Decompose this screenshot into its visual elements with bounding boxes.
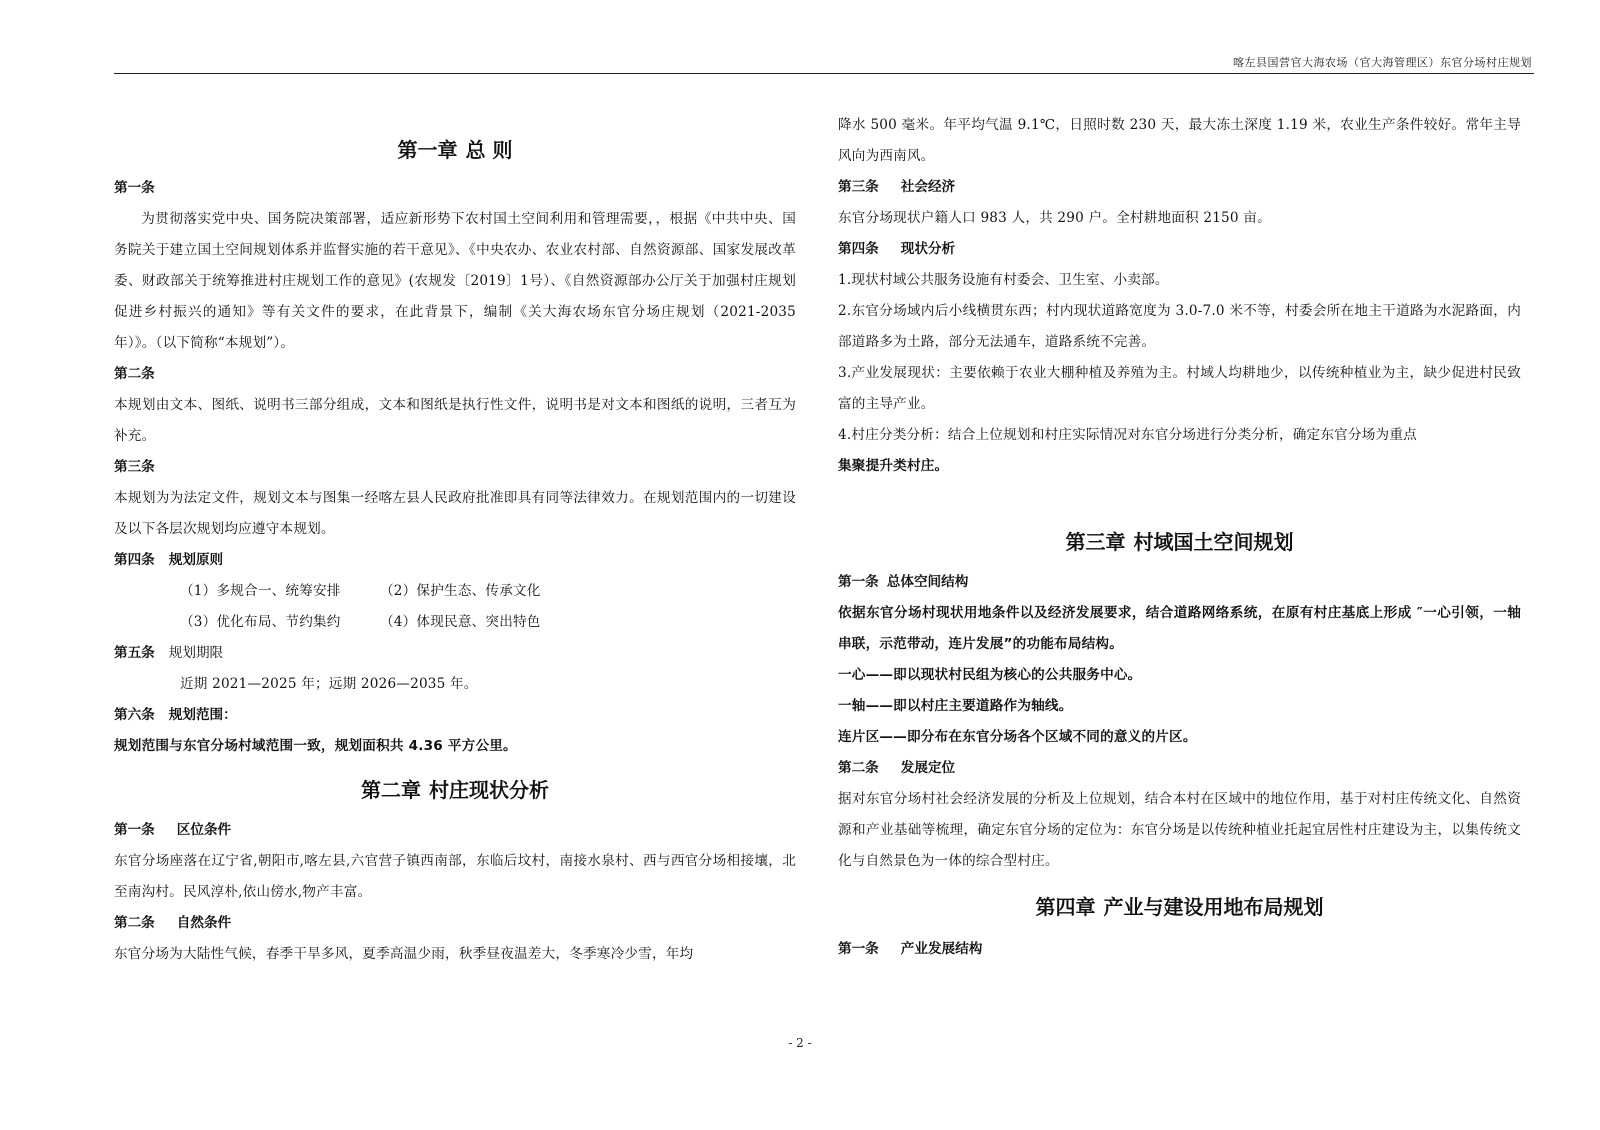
article-title: 规划期限 xyxy=(168,645,224,661)
article-title: 产业发展结构 xyxy=(900,941,983,957)
article-label: 第三条 xyxy=(838,179,879,195)
article-4-heading xyxy=(114,545,796,576)
chapter-number: 第一章 xyxy=(397,138,458,162)
article-label: 第四条 xyxy=(838,241,879,257)
chapter-name: 产业与建设用地布局规划 xyxy=(1103,895,1324,919)
chapter-name: 村域国土空间规划 xyxy=(1133,530,1294,554)
principles-row-2 xyxy=(114,607,796,638)
chapter-1-title xyxy=(114,134,796,163)
article-title: 规划范围： xyxy=(168,707,237,723)
article-3-text: 本规划为为法定文件，规划文本与图集一经喀左县人民政府批准即具有同等法律效力。在规划范围内的一切建设及以下各层次规划均应遵守本规划。 xyxy=(114,490,796,537)
principle-item: （1）多规合一、统筹安排 xyxy=(180,583,341,599)
article-label: 第一条 xyxy=(114,822,155,838)
ch2-article-1-heading xyxy=(114,815,796,846)
ch2-article-2-text: 东官分场为大陆性气候，春季干旱多风，夏季高温少雨，秋季昼夜温差大，冬季寒冷少雪，年均 xyxy=(114,946,694,962)
article-5-heading xyxy=(114,638,796,669)
ch2-article-4-heading xyxy=(838,234,1521,265)
page-number: - 2 - xyxy=(788,1036,812,1050)
article-title: 自然条件 xyxy=(176,915,232,931)
ch2-article-3-text: 东官分场现状户籍人口 983 人，共 290 户。全村耕地面积 2150 亩。 xyxy=(838,210,1271,226)
article-label: 第二条 xyxy=(114,366,155,382)
article-label: 第一条 xyxy=(838,574,879,590)
article-5-text: 近期 2021—2025 年；远期 2026—2035 年。 xyxy=(180,676,478,692)
article-title: 总体空间结构 xyxy=(886,574,969,590)
chapter-4-title xyxy=(838,891,1521,920)
ch3-article-2-heading xyxy=(838,753,1521,784)
article-title: 规划原则 xyxy=(168,552,224,568)
status-item-4-bold: 集聚提升类村庄。 xyxy=(838,458,949,474)
article-2-text: 本规划由文本、图纸、说明书三部分组成，文本和图纸是执行性文件，说明书是对文本和图纸的说明，三者互为补充。 xyxy=(114,397,796,444)
article-1-heading xyxy=(114,173,796,204)
status-item-3: 3.产业发展现状：主要依赖于农业大棚种植及养殖为主。村域人均耕地少，以传统种植业为主，缺少促进村民致富的主导产业。 xyxy=(838,365,1521,412)
ch2-article-3-heading xyxy=(838,172,1521,203)
chapter-name: 村庄现状分析 xyxy=(429,778,549,802)
natural-conditions-continued: 降水 500 毫米。年平均气温 9.1℃，日照时数 230 天，最大冻土深度 1.19 米，农业生产条件较好。常年主导风向为西南风。 xyxy=(838,117,1521,164)
article-3-heading xyxy=(114,452,796,483)
article-title: 现状分析 xyxy=(900,241,956,257)
ch2-article-1-text: 东官分场座落在辽宁省,朝阳市,喀左县,六官营子镇西南部，东临后坟村，南接水泉村、西与西官分场相接壤，北至南沟村。民风淳朴,依山傍水,物产丰富。 xyxy=(114,853,796,900)
article-title: 区位条件 xyxy=(176,822,232,838)
article-6-heading xyxy=(114,700,796,731)
status-item-1: 1.现状村域公共服务设施有村委会、卫生室、小卖部。 xyxy=(838,272,1169,288)
ch4-article-1-heading xyxy=(838,934,1521,965)
article-label: 第二条 xyxy=(114,915,155,931)
article-6-text: 规划范围与东官分场村域范围一致，规划面积共 4.36 平方公里。 xyxy=(114,738,517,754)
article-label: 第六条 xyxy=(114,707,155,723)
status-item-2: 2.东官分场域内后小线横贯东西；村内现状道路宽度为 3.0-7.0 米不等，村委会所在地主干道路为水泥路面，内部道路多为土路，部分无法通车，道路系统不完善。 xyxy=(838,303,1521,350)
document-header-title: 喀左县国营官大海农场（官大海管理区）东官分场村庄规划 xyxy=(1233,56,1532,69)
ch3-article-1-text: 依据东官分场村现状用地条件以及经济发展要求，结合道路网络系统，在原有村庄基底上形成 ″一心引领，一轴串联，示范带动，连片发展”的功能布局结构。 xyxy=(838,605,1521,652)
article-label: 第一条 xyxy=(114,180,155,196)
chapter-number: 第二章 xyxy=(361,778,421,802)
ch2-article-2-heading xyxy=(114,908,796,939)
article-1-text: 为贯彻落实党中央、国务院决策部署，适应新形势下农村国土空间利用和管理需要，，根据《中共中央、国务院关于建立国土空间规划体系并监督实施的若干意见》、《中央农办、农业农村部、自然资源部、国家发展改革委、财政部关于统筹推进村庄规划工作的意见》(农规发〔2019〕1号）、《自然资源部办公厅关于加强村庄规划促进乡村振兴的通知》等有关文件的要求，在此背景下，编制《关大海农场东官分场庄规划（2021-2035年）》。（以下简称“本规划”）。 xyxy=(114,211,796,351)
structure-line-1: 一心——即以现状村民组为核心的公共服务中心。 xyxy=(838,667,1142,683)
status-item-4 xyxy=(838,420,1521,482)
right-column xyxy=(838,110,1521,965)
article-title: 发展定位 xyxy=(900,760,956,776)
chapter-3-title xyxy=(838,526,1521,555)
status-item-4-text: 4.村庄分类分析：结合上位规划和村庄实际情况对东官分场进行分类分析，确定东官分场为重点 xyxy=(838,427,1417,443)
structure-line-3: 连片区——即分布在东官分场各个区域不同的意义的片区。 xyxy=(838,729,1197,745)
principles-row-1 xyxy=(114,576,796,607)
principle-item: （2）保护生态、传承文化 xyxy=(380,583,541,599)
principle-item: （4）体现民意、突出特色 xyxy=(380,614,541,630)
principle-item: （3）优化布局、节约集约 xyxy=(180,614,341,630)
structure-line-2: 一轴——即以村庄主要道路作为轴线。 xyxy=(838,698,1073,714)
left-column xyxy=(114,110,796,970)
article-2-heading xyxy=(114,359,796,390)
article-title: 社会经济 xyxy=(900,179,956,195)
chapter-number: 第三章 xyxy=(1065,530,1126,554)
chapter-number: 第四章 xyxy=(1035,895,1096,919)
article-label: 第四条 xyxy=(114,552,155,568)
chapter-2-title xyxy=(114,774,796,803)
article-label: 第五条 xyxy=(114,645,155,661)
ch3-article-1-heading xyxy=(838,567,1521,598)
ch3-article-2-text: 据对东官分场村社会经济发展的分析及上位规划，结合本村在区域中的地位作用，基于对村庄传统文化、自然资源和产业基础等梳理，确定东官分场的定位为：东官分场是以传统种植业托起宜居性村庄建设为主，以集传统文化与自然景色为一体的综合型村庄。 xyxy=(838,791,1521,869)
article-label: 第一条 xyxy=(838,941,879,957)
chapter-name: 总 则 xyxy=(465,138,513,162)
header-rule xyxy=(114,73,1534,74)
article-label: 第三条 xyxy=(114,459,155,475)
article-label: 第二条 xyxy=(838,760,879,776)
